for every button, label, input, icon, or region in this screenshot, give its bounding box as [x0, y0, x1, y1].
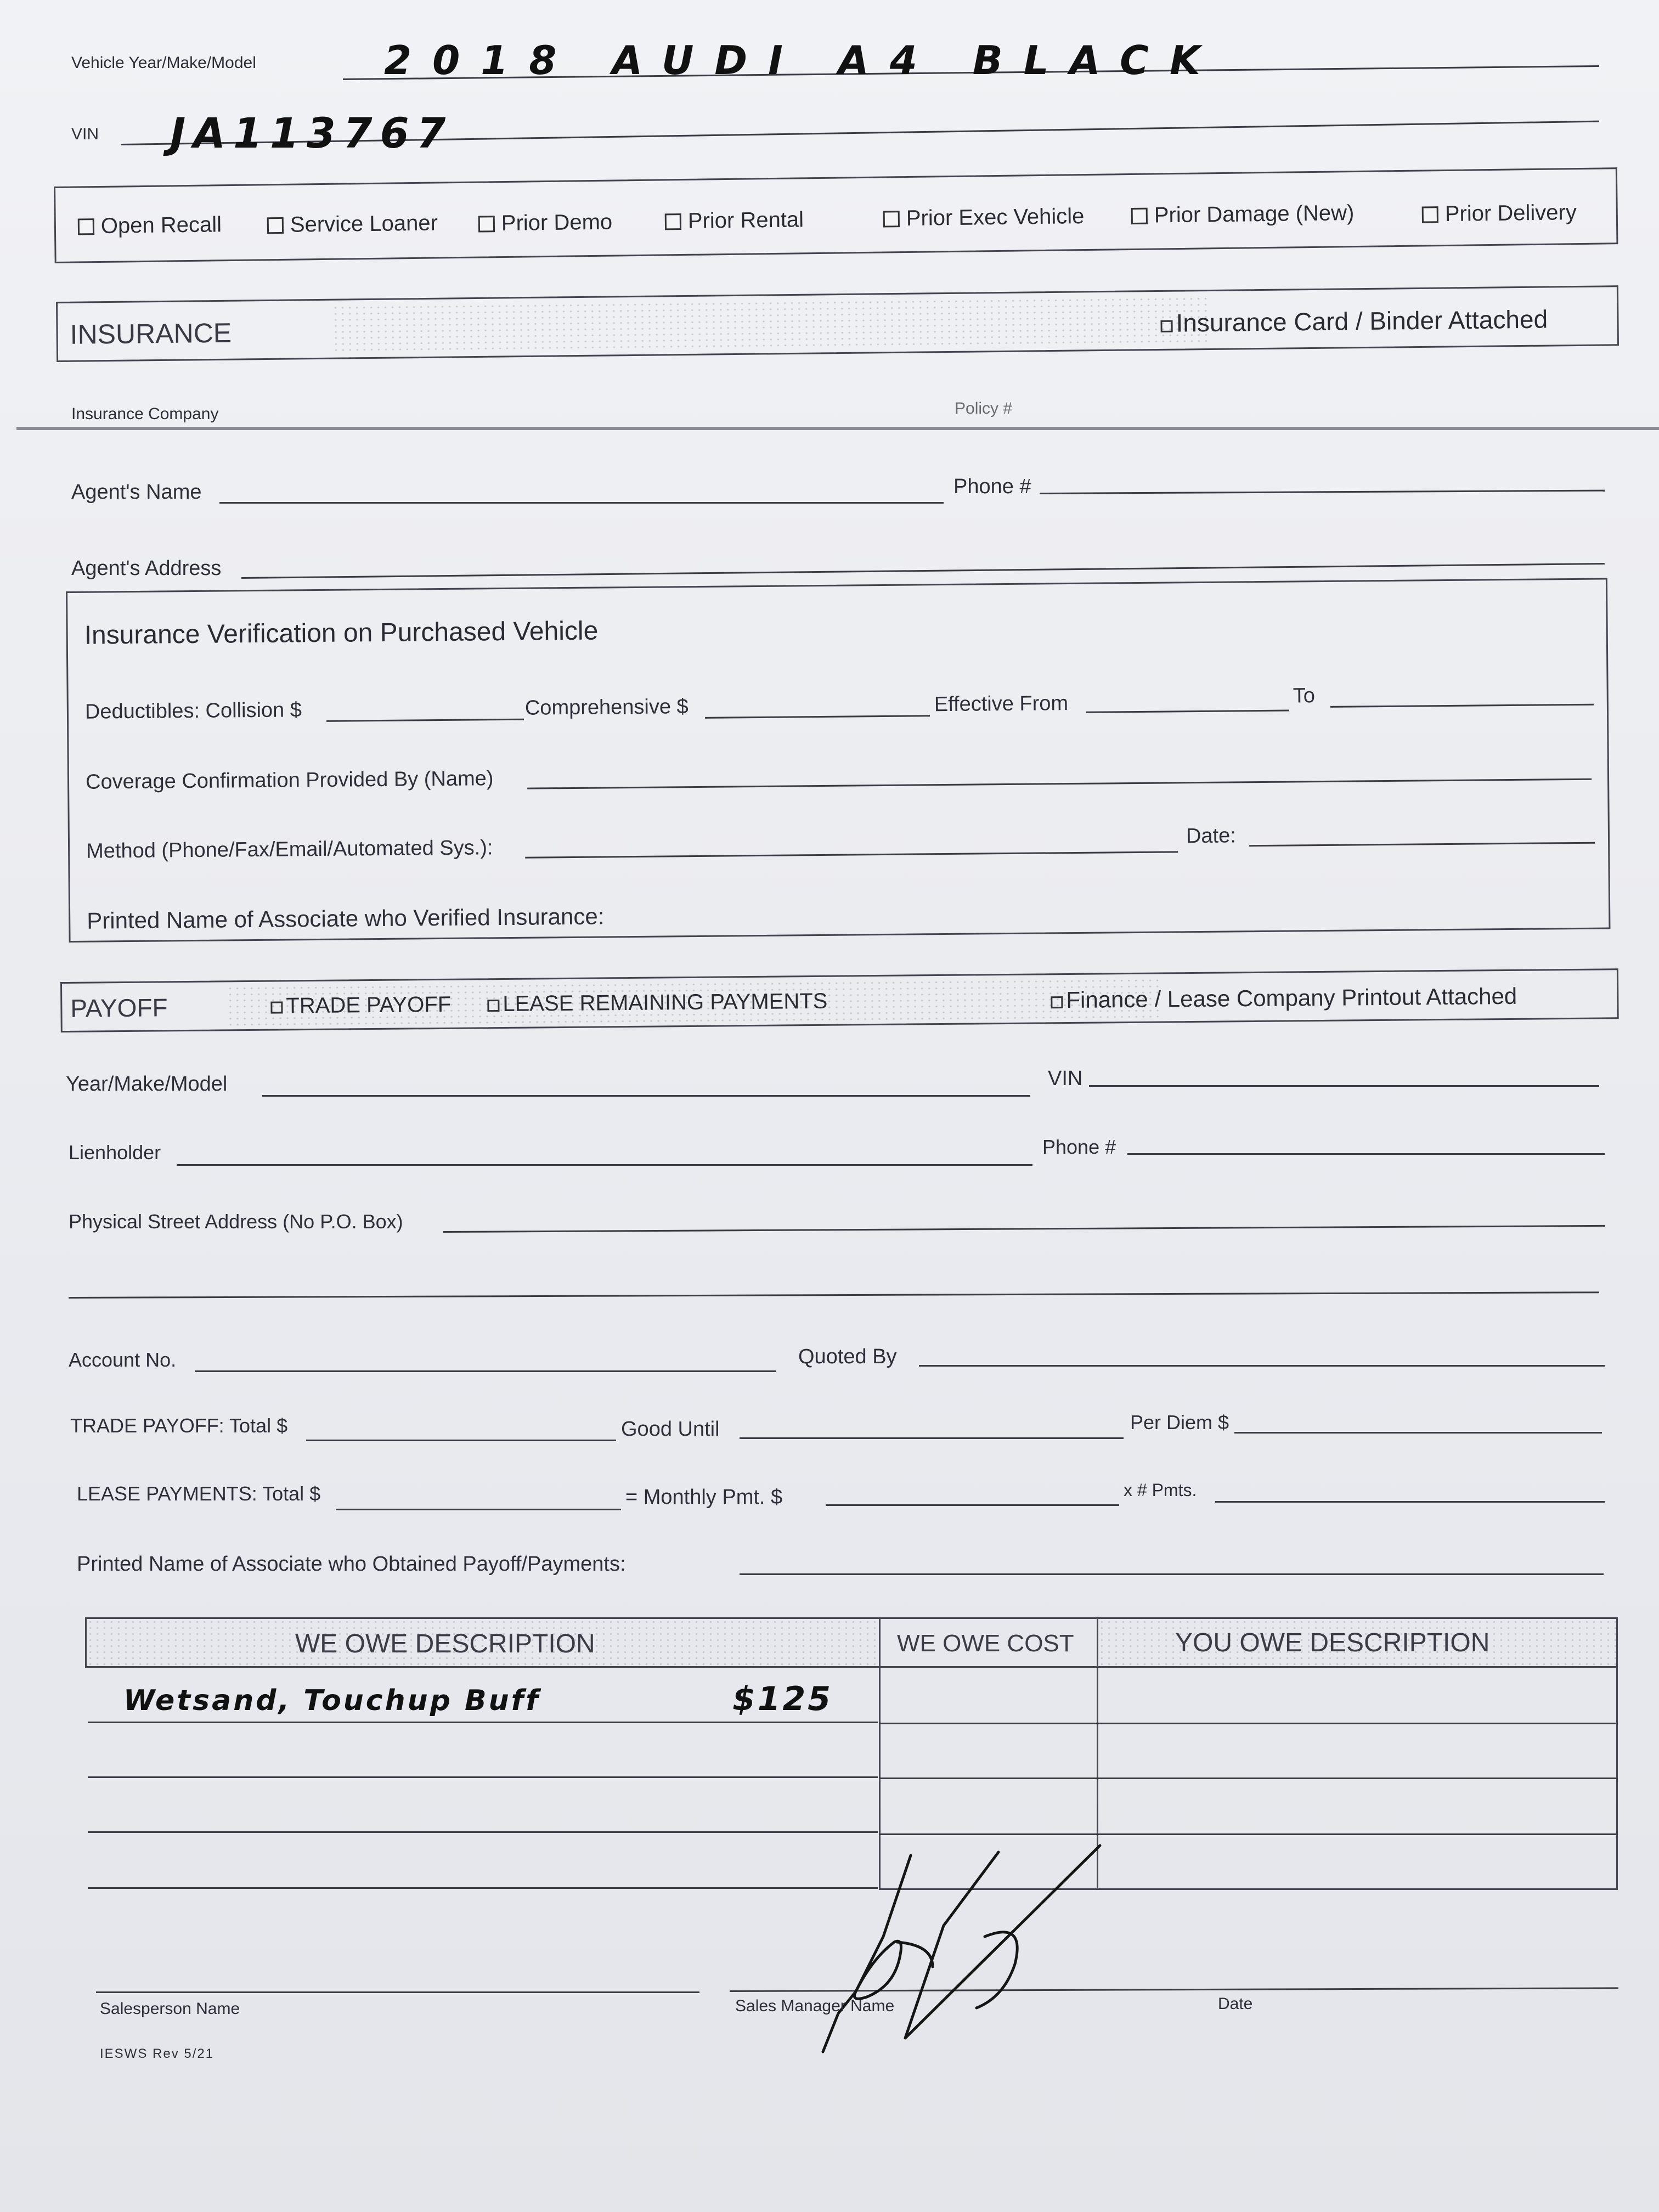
payoff-associate-line: [740, 1573, 1604, 1575]
flag-prior-exec-vehicle[interactable]: [883, 204, 1085, 231]
lienholder-line: [177, 1164, 1032, 1166]
vehicle-ymm-value[interactable]: 2018 AUDI A4 BLACK: [384, 37, 1221, 83]
checkbox-icon[interactable]: [267, 217, 284, 234]
insurance-header-box: [56, 285, 1619, 362]
vin-value[interactable]: JA113767: [170, 109, 454, 157]
payoff-title: PAYOFF: [70, 993, 168, 1023]
trade-payoff-option-label: TRADE PAYOFF: [286, 992, 452, 1018]
quoted-by-line: [919, 1365, 1605, 1367]
flag-prior-damage[interactable]: [1131, 201, 1355, 228]
flag-prior-delivery[interactable]: [1422, 200, 1577, 227]
verification-title: Insurance Verification on Purchased Vehicle: [84, 616, 599, 650]
trade-payoff-option[interactable]: [270, 992, 451, 1019]
flag-label: Open Recall: [100, 212, 222, 238]
we-owe-row-line: [88, 1887, 878, 1889]
payoff-header-box: [60, 968, 1619, 1032]
per-diem-line: [1234, 1432, 1602, 1434]
method-line: [525, 851, 1178, 858]
we-owe-row-line: [88, 1722, 878, 1723]
flag-label: Prior Damage (New): [1154, 201, 1355, 228]
we-owe-row-price[interactable]: $125: [732, 1680, 833, 1718]
comprehensive-label: Comprehensive $: [524, 695, 689, 720]
flag-label: Prior Demo: [501, 210, 613, 236]
method-label: Method (Phone/Fax/Email/Automated Sys.):: [86, 836, 493, 863]
to-label: To: [1293, 684, 1316, 708]
street-address-line-1: [443, 1225, 1605, 1233]
vehicle-flags-box: [54, 167, 1618, 263]
we-owe-cost-header: WE OWE COST: [897, 1630, 1074, 1657]
flag-label: Prior Delivery: [1444, 200, 1577, 227]
vin-label: VIN: [71, 125, 99, 143]
table-row-line: [879, 1723, 1618, 1724]
sales-manager-signature: [768, 1832, 1125, 2063]
insurance-verification-box: [66, 578, 1610, 942]
insurance-attached-label: Insurance Card / Binder Attached: [1176, 304, 1548, 337]
we-owe-row-line: [88, 1831, 878, 1833]
lienholder-phone-label: Phone #: [1042, 1136, 1116, 1158]
trade-total-label: TRADE PAYOFF: Total $: [70, 1414, 288, 1437]
quoted-by-label: Quoted By: [798, 1345, 897, 1368]
agent-phone-line: [1040, 490, 1605, 494]
checkbox-icon[interactable]: [1131, 208, 1148, 224]
checkbox-icon[interactable]: [78, 218, 94, 235]
lease-total-line: [336, 1509, 621, 1510]
printout-attached-label: Finance / Lease Company Printout Attached: [1066, 983, 1517, 1013]
payoff-ymm-line: [262, 1095, 1030, 1097]
scan-speckle: [332, 296, 1210, 354]
flag-label: Prior Rental: [687, 207, 804, 233]
coverage-label: Coverage Confirmation Provided By (Name): [85, 767, 494, 794]
agent-phone-label: Phone #: [953, 475, 1031, 498]
vehicle-ymm-label: Vehicle Year/Make/Model: [71, 54, 256, 72]
checkbox-icon[interactable]: [665, 213, 681, 230]
insurance-card-attached[interactable]: [1160, 304, 1548, 338]
salesperson-name-label: Salesperson Name: [100, 2000, 240, 2018]
printout-attached-option[interactable]: [1051, 983, 1517, 1013]
checkbox-icon[interactable]: [1051, 996, 1063, 1008]
we-owe-desc-header: WE OWE DESCRIPTION: [295, 1629, 595, 1658]
account-no-line: [195, 1370, 776, 1372]
insurance-title: INSURANCE: [70, 317, 232, 350]
lease-remaining-option[interactable]: [487, 989, 827, 1017]
lienholder-label: Lienholder: [69, 1141, 161, 1164]
flag-label: Prior Exec Vehicle: [906, 204, 1085, 231]
flag-service-loaner[interactable]: [267, 211, 438, 238]
flag-open-recall[interactable]: [78, 212, 222, 239]
comprehensive-line: [705, 715, 930, 719]
we-owe-row-line: [88, 1776, 878, 1778]
form-code: IESWS Rev 5/21: [100, 2046, 215, 2061]
checkbox-icon[interactable]: [883, 211, 900, 227]
agent-address-label: Agent's Address: [71, 557, 222, 580]
deductibles-label: Deductibles: Collision $: [84, 698, 302, 724]
payoff-vin-line: [1089, 1085, 1599, 1087]
num-pmts-line: [1215, 1501, 1605, 1503]
we-owe-desc-header-cell: [85, 1617, 881, 1668]
sales-manager-name-label: Sales Manager Name: [735, 1997, 895, 2015]
monthly-pmt-label: = Monthly Pmt. $: [625, 1486, 783, 1509]
good-until-label: Good Until: [621, 1418, 720, 1441]
payoff-ymm-label: Year/Make/Model: [66, 1073, 228, 1096]
flag-label: Service Loaner: [290, 211, 438, 237]
insurance-company-label: Insurance Company: [71, 405, 219, 423]
street-address-label: Physical Street Address (No P.O. Box): [69, 1210, 403, 1233]
good-until-line: [740, 1437, 1124, 1439]
per-diem-label: Per Diem $: [1130, 1411, 1229, 1434]
trade-total-line: [306, 1440, 616, 1441]
you-owe-desc-header-cell: [1097, 1617, 1618, 1668]
we-owe-row-desc[interactable]: Wetsand, Touchup Buff: [123, 1684, 540, 1717]
payoff-vin-label: VIN: [1048, 1067, 1083, 1090]
checkbox-icon[interactable]: [478, 216, 495, 232]
lease-total-label: LEASE PAYMENTS: Total $: [77, 1482, 321, 1505]
lienholder-phone-line: [1127, 1153, 1605, 1155]
lease-remaining-option-label: LEASE REMAINING PAYMENTS: [503, 989, 828, 1016]
checkbox-icon[interactable]: [1422, 206, 1438, 223]
checkbox-icon[interactable]: [487, 1000, 499, 1012]
coverage-line: [527, 778, 1592, 789]
table-row-line: [879, 1778, 1618, 1779]
to-line: [1330, 704, 1594, 708]
verification-date-label: Date:: [1186, 824, 1236, 848]
flag-prior-rental[interactable]: [665, 207, 804, 234]
effective-from-line: [1086, 710, 1289, 713]
payoff-associate-label: Printed Name of Associate who Obtained Payoff/Payments:: [77, 1553, 626, 1576]
checkbox-icon[interactable]: [270, 1001, 283, 1013]
verification-date-line: [1249, 842, 1595, 847]
salesperson-sign-line: [96, 1991, 699, 1993]
agent-name-line: [219, 502, 944, 504]
checkbox-icon[interactable]: [1160, 320, 1172, 332]
date-label: Date: [1218, 1995, 1253, 2013]
monthly-pmt-line: [826, 1504, 1119, 1506]
policy-label: Policy #: [955, 399, 1013, 417]
insurance-company-line: [16, 427, 1659, 430]
you-owe-desc-header: YOU OWE DESCRIPTION: [1175, 1628, 1490, 1657]
account-no-label: Account No.: [69, 1348, 177, 1371]
agent-name-label: Agent's Name: [71, 481, 202, 504]
we-owe-cost-header-cell: [879, 1617, 1098, 1668]
verified-by-label: Printed Name of Associate who Verified Insurance:: [87, 903, 605, 934]
num-pmts-label: x # Pmts.: [1124, 1480, 1197, 1500]
street-address-line-2: [69, 1291, 1599, 1299]
flag-prior-demo[interactable]: [478, 210, 613, 236]
agent-address-line: [241, 563, 1605, 579]
effective-from-label: Effective From: [934, 692, 1069, 716]
collision-line: [326, 719, 524, 722]
